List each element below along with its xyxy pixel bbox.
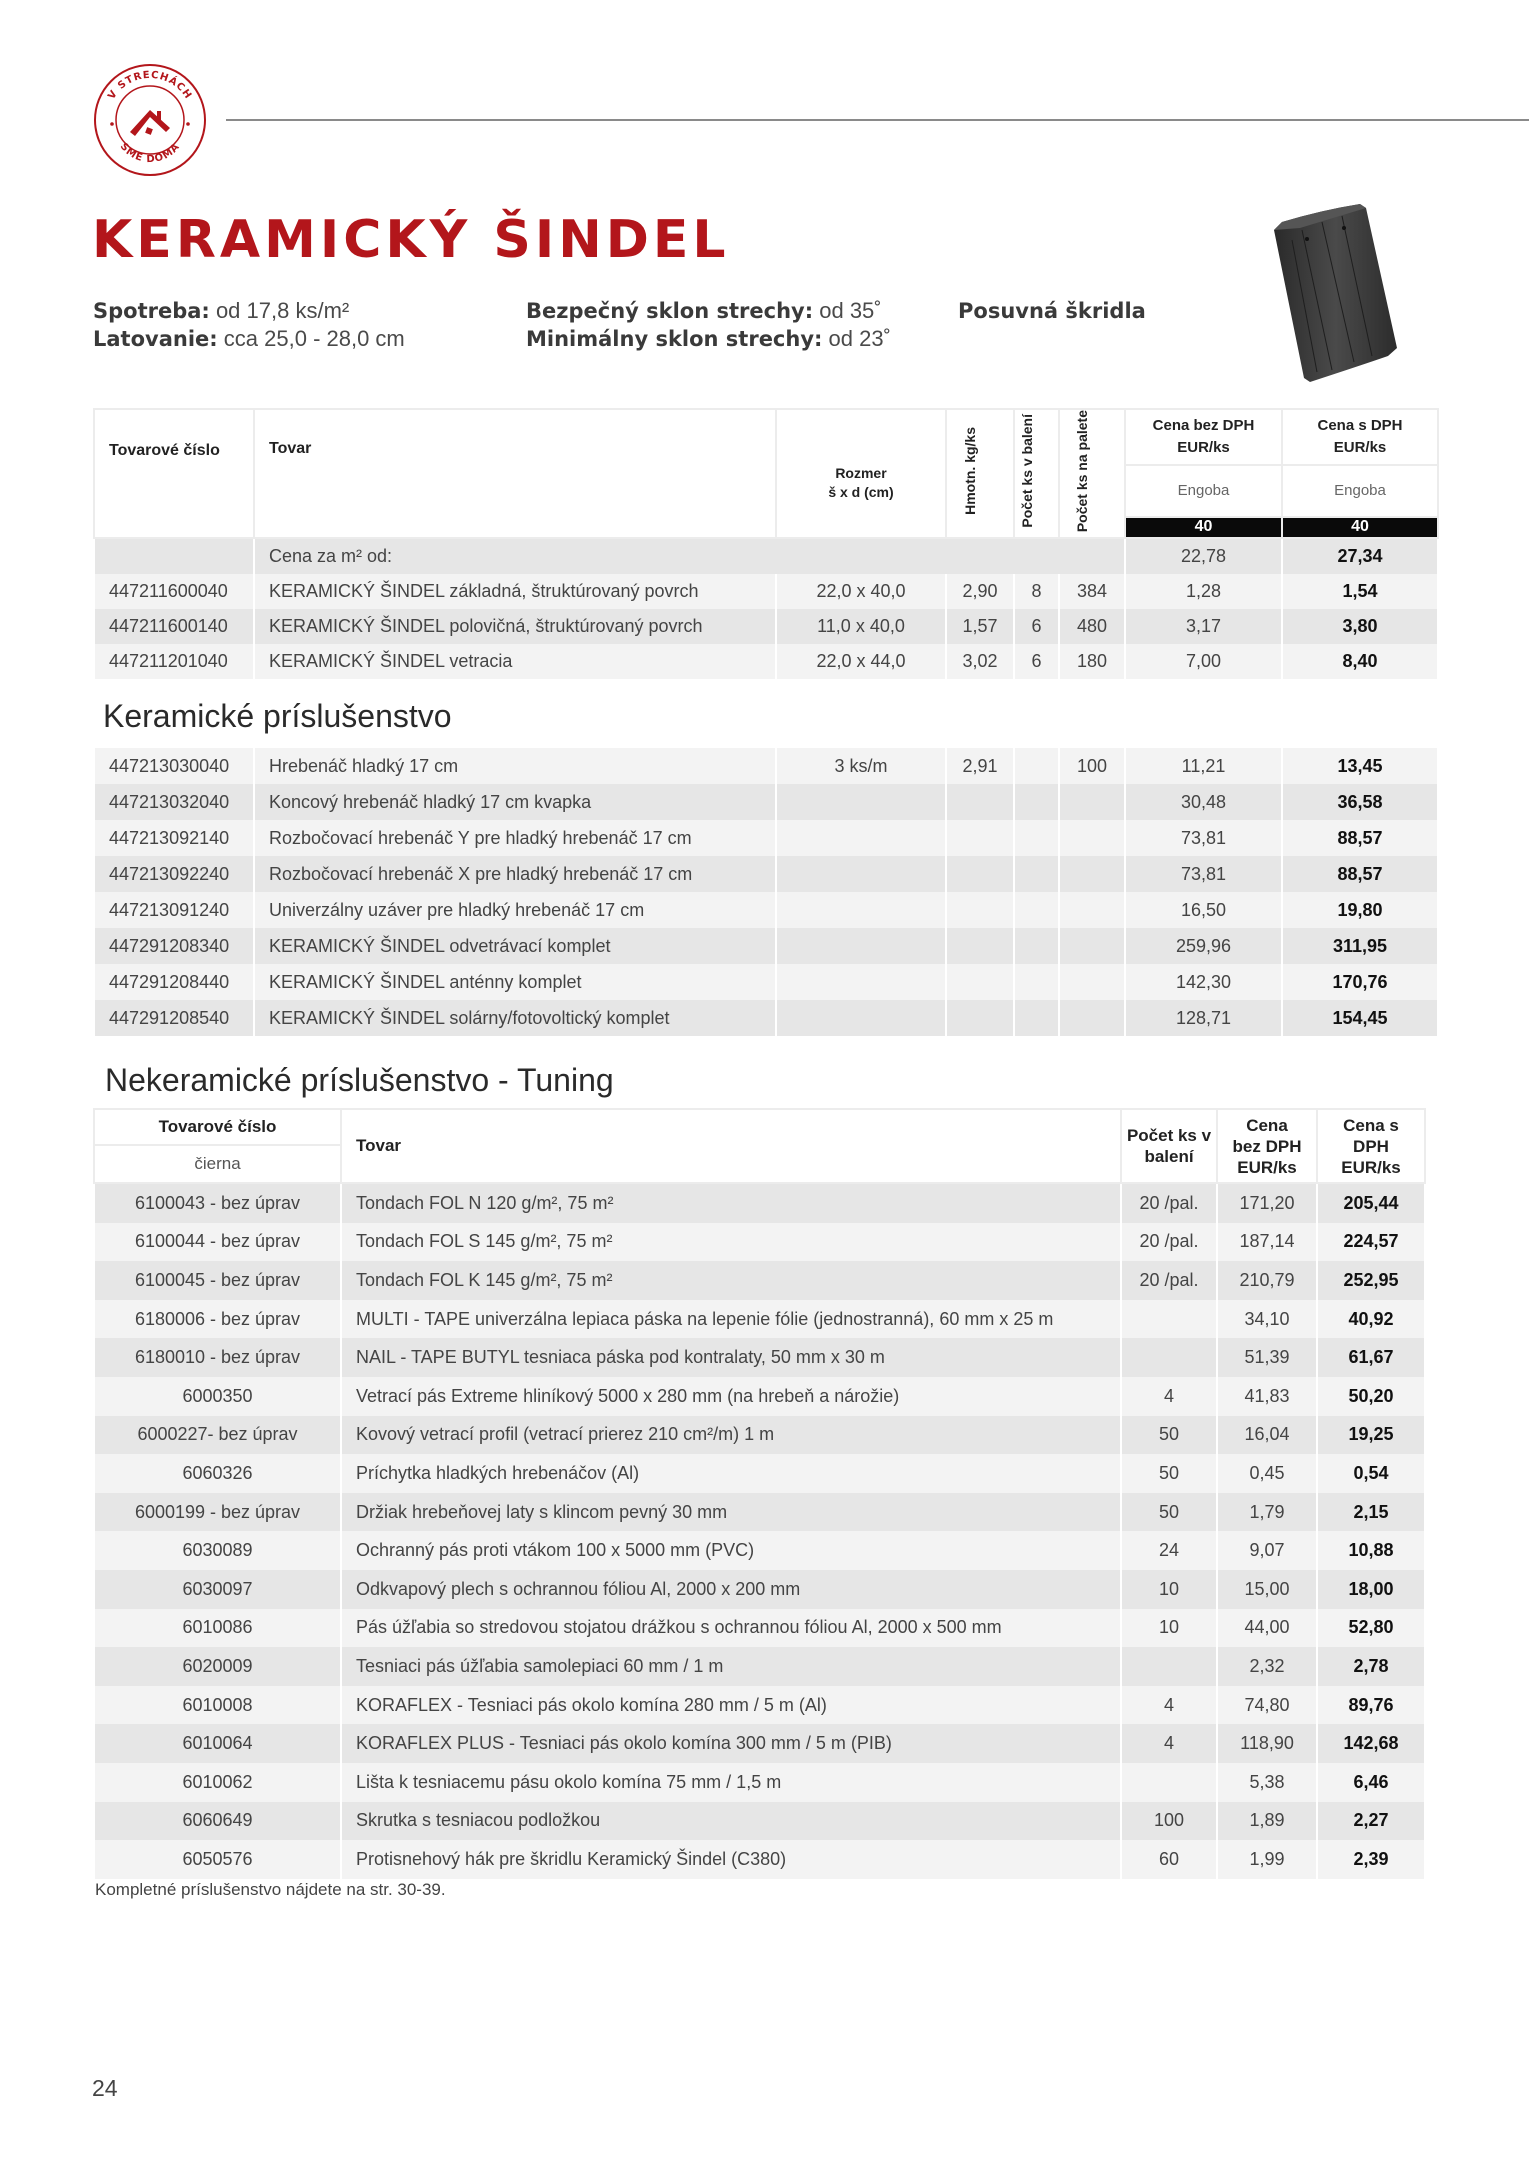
pack-cell: [1121, 1338, 1217, 1377]
code-cell: 6010062: [94, 1763, 341, 1802]
finish-label: Engoba: [1125, 465, 1282, 517]
name-cell: Tondach FOL S 145 g/m², 75 m²: [341, 1223, 1121, 1262]
table-row: [94, 1609, 1425, 1648]
price-no-vat-cell: 171,20: [1217, 1183, 1317, 1223]
size-cell: [776, 784, 946, 820]
code-cell: 6010086: [94, 1609, 341, 1648]
code-cell: 6010008: [94, 1686, 341, 1725]
name-cell: KERAMICKÝ ŠINDEL solárny/fotovoltický komplet: [254, 1000, 776, 1036]
pack-cell: [1014, 964, 1059, 1000]
price-vat-cell: 8,40: [1282, 644, 1438, 679]
name-cell: KERAMICKÝ ŠINDEL anténny komplet: [254, 964, 776, 1000]
weight-cell: [946, 964, 1014, 1000]
price-no-vat-cell: 16,50: [1125, 892, 1282, 928]
price-no-vat: 22,78: [1125, 538, 1282, 574]
spec-latovanie: [93, 325, 405, 353]
price-no-vat-cell: 41,83: [1217, 1377, 1317, 1416]
name-cell: Pás úžľabia so stredovou stojatou drážkou s ochrannou fóliou Al, 2000 x 500 mm: [341, 1609, 1121, 1648]
col-header-size-unit: š x d (cm): [828, 483, 894, 500]
price-vat-cell: 10,88: [1317, 1531, 1425, 1570]
pack-cell: 100: [1121, 1802, 1217, 1841]
price-vat-cell: 154,45: [1282, 1000, 1438, 1036]
price-vat-cell: 2,27: [1317, 1802, 1425, 1841]
house-icon: [130, 110, 170, 136]
logo-bottom-text: SME DOMA: [117, 141, 183, 166]
name-cell: KERAMICKÝ ŠINDEL základná, štruktúrovaný povrch: [254, 574, 776, 609]
price-vat-cell: 18,00: [1317, 1570, 1425, 1609]
table-row: [94, 856, 1438, 892]
table-row: [94, 964, 1438, 1000]
table-row: [94, 784, 1438, 820]
col-header-name: Tovar: [254, 409, 776, 538]
name-cell: Univerzálny uzáver pre hladký hrebenáč 17 cm: [254, 892, 776, 928]
code-cell: 6100045 - bez úprav: [94, 1261, 341, 1300]
table-row: [94, 644, 1438, 679]
pack-cell: 20 /pal.: [1121, 1223, 1217, 1262]
price-no-vat-cell: 16,04: [1217, 1416, 1317, 1455]
weight-cell: [946, 820, 1014, 856]
code-cell: 6000227- bez úprav: [94, 1416, 341, 1455]
code-cell: 6030097: [94, 1570, 341, 1609]
code-cell: 447291208340: [94, 928, 254, 964]
pallet-cell: [1059, 1000, 1125, 1036]
name-cell: MULTI - TAPE univerzálna lepiaca páska na lepenie fólie (jednostranná), 60 mm x 25 m: [341, 1300, 1121, 1339]
price-no-vat-cell: 11,21: [1125, 748, 1282, 784]
price-vat-cell: 13,45: [1282, 748, 1438, 784]
table-row: [94, 1570, 1425, 1609]
table-row: [94, 1338, 1425, 1377]
pack-cell: [1014, 748, 1059, 784]
table-row: [94, 1493, 1425, 1532]
pallet-cell: 180: [1059, 644, 1125, 679]
header-divider: [226, 119, 1529, 121]
table-row: [94, 892, 1438, 928]
table-row: [94, 928, 1438, 964]
price-no-vat-cell: 51,39: [1217, 1338, 1317, 1377]
color-code-badge: 40: [1282, 517, 1438, 539]
pack-cell: [1014, 820, 1059, 856]
spec-bezpecny-sklon: [526, 297, 882, 325]
price-vat-cell: 311,95: [1282, 928, 1438, 964]
pack-cell: [1014, 784, 1059, 820]
col-header-name: Tovar: [341, 1109, 1121, 1183]
col-header-pallet: [1059, 409, 1125, 538]
price-vat-cell: 50,20: [1317, 1377, 1425, 1416]
price-no-vat-cell: 7,00: [1125, 644, 1282, 679]
spec-value: od 23˚: [822, 326, 891, 351]
price-vat-cell: 2,15: [1317, 1493, 1425, 1532]
col-header-price-no-vat: Cena bez DPH EUR/ks: [1125, 409, 1282, 465]
col-header-pallet-label: Počet ks na palete: [1074, 410, 1090, 533]
pallet-cell: 480: [1059, 609, 1125, 644]
spec-minimalny-sklon: [526, 325, 891, 353]
name-cell: Tesniaci pás úžľabia samolepiaci 60 mm / 1 m: [341, 1647, 1121, 1686]
section-title-ceramic-accessories: Keramické príslušenstvo: [103, 698, 452, 734]
col-header-size: [776, 409, 946, 538]
code-cell: 447213030040: [94, 748, 254, 784]
size-cell: [776, 1000, 946, 1036]
price-vat-cell: 224,57: [1317, 1223, 1425, 1262]
pack-cell: 6: [1014, 644, 1059, 679]
price-no-vat-cell: 1,28: [1125, 574, 1282, 609]
code-cell: 447213091240: [94, 892, 254, 928]
price-no-vat-cell: 1,99: [1217, 1840, 1317, 1879]
non-ceramic-accessories-table: [93, 1108, 1426, 1879]
size-cell: [776, 892, 946, 928]
name-cell: KERAMICKÝ ŠINDEL vetracia: [254, 644, 776, 679]
color-code-badge: 40: [1125, 517, 1282, 539]
size-cell: [776, 856, 946, 892]
table-row: [94, 609, 1438, 644]
col-header-code-color: čierna: [94, 1145, 341, 1183]
empty-cell: [94, 538, 254, 574]
name-cell: Tondach FOL K 145 g/m², 75 m²: [341, 1261, 1121, 1300]
pack-cell: 8: [1014, 574, 1059, 609]
code-cell: 6100043 - bez úprav: [94, 1183, 341, 1223]
table-row: [94, 748, 1438, 784]
price-no-vat-cell: 15,00: [1217, 1570, 1317, 1609]
pack-cell: [1014, 1000, 1059, 1036]
pack-cell: 10: [1121, 1609, 1217, 1648]
spec-label: Spotreba:: [93, 299, 210, 323]
name-cell: Ochranný pás proti vtákom 100 x 5000 mm (PVC): [341, 1531, 1121, 1570]
code-cell: 6100044 - bez úprav: [94, 1223, 341, 1262]
price-vat-cell: 61,67: [1317, 1338, 1425, 1377]
table-row: [94, 1377, 1425, 1416]
size-cell: 3 ks/m: [776, 748, 946, 784]
name-cell: Tondach FOL N 120 g/m², 75 m²: [341, 1183, 1121, 1223]
size-cell: 22,0 x 40,0: [776, 574, 946, 609]
pack-cell: 6: [1014, 609, 1059, 644]
code-cell: 447213032040: [94, 784, 254, 820]
name-cell: KERAMICKÝ ŠINDEL odvetrávací komplet: [254, 928, 776, 964]
table-row: [94, 1686, 1425, 1725]
price-no-vat-cell: 3,17: [1125, 609, 1282, 644]
code-cell: 447213092140: [94, 820, 254, 856]
name-cell: Držiak hrebeňovej laty s klincom pevný 30 mm: [341, 1493, 1121, 1532]
price-no-vat-cell: 1,79: [1217, 1493, 1317, 1532]
price-no-vat-cell: 73,81: [1125, 820, 1282, 856]
price-vat-cell: 89,76: [1317, 1686, 1425, 1725]
pallet-cell: 100: [1059, 748, 1125, 784]
price-vat-cell: 252,95: [1317, 1261, 1425, 1300]
weight-cell: [946, 1000, 1014, 1036]
price-vat-cell: 2,39: [1317, 1840, 1425, 1879]
pack-cell: 4: [1121, 1377, 1217, 1416]
name-cell: NAIL - TAPE BUTYL tesniaca páska pod kontralaty, 50 mm x 30 m: [341, 1338, 1121, 1377]
pack-cell: 50: [1121, 1454, 1217, 1493]
spec-type: [958, 297, 1146, 325]
pack-cell: 4: [1121, 1724, 1217, 1763]
footnote: Kompletné príslušenstvo nájdete na str. 30-39.: [95, 1880, 446, 1899]
price-vat-cell: 170,76: [1282, 964, 1438, 1000]
weight-cell: [946, 928, 1014, 964]
table-row: [94, 1724, 1425, 1763]
table-row: [94, 1763, 1425, 1802]
table-row: [94, 1802, 1425, 1841]
finish-label: Engoba: [1282, 465, 1438, 517]
weight-cell: 3,02: [946, 644, 1014, 679]
price-no-vat-cell: 1,89: [1217, 1802, 1317, 1841]
brand-logo: [92, 62, 208, 178]
code-cell: 6180006 - bez úprav: [94, 1300, 341, 1339]
pack-cell: 50: [1121, 1416, 1217, 1455]
spec-label: Bezpečný sklon strechy:: [526, 299, 814, 323]
price-vat-cell: 142,68: [1317, 1724, 1425, 1763]
spec-value: od 35˚: [813, 298, 882, 323]
price-no-vat-cell: 2,32: [1217, 1647, 1317, 1686]
price-vat-cell: 1,54: [1282, 574, 1438, 609]
price-no-vat-cell: 259,96: [1125, 928, 1282, 964]
price-vat-cell: 0,54: [1317, 1454, 1425, 1493]
name-cell: Kovový vetrací profil (vetrací prierez 210 cm²/m) 1 m: [341, 1416, 1121, 1455]
pack-cell: 20 /pal.: [1121, 1183, 1217, 1223]
col-header-code: Tovarové číslo: [94, 1109, 341, 1145]
name-cell: KORAFLEX - Tesniaci pás okolo komína 280 mm / 5 m (Al): [341, 1686, 1121, 1725]
price-per-m2-row: [94, 538, 1438, 574]
weight-cell: 2,91: [946, 748, 1014, 784]
price-vat-cell: 36,58: [1282, 784, 1438, 820]
name-cell: Koncový hrebenáč hladký 17 cm kvapka: [254, 784, 776, 820]
price-vat: 27,34: [1282, 538, 1438, 574]
name-cell: Odkvapový plech s ochrannou fóliou Al, 2000 x 200 mm: [341, 1570, 1121, 1609]
weight-cell: 2,90: [946, 574, 1014, 609]
code-cell: 447291208540: [94, 1000, 254, 1036]
pack-cell: 20 /pal.: [1121, 1261, 1217, 1300]
pallet-cell: [1059, 784, 1125, 820]
pack-cell: 24: [1121, 1531, 1217, 1570]
code-cell: 447211600140: [94, 609, 254, 644]
name-cell: Protisnehový hák pre škridlu Keramický Šindel (C380): [341, 1840, 1121, 1879]
price-per-m2-label: Cena za m² od:: [254, 538, 1125, 574]
pack-cell: 50: [1121, 1493, 1217, 1532]
table-row: [94, 1531, 1425, 1570]
name-cell: Rozbočovací hrebenáč Y pre hladký hrebenáč 17 cm: [254, 820, 776, 856]
svg-text:SME DOMA: [118, 141, 182, 165]
name-cell: Lišta k tesniacemu pásu okolo komína 75 mm / 1,5 m: [341, 1763, 1121, 1802]
size-cell: 11,0 x 40,0: [776, 609, 946, 644]
price-vat-cell: 205,44: [1317, 1183, 1425, 1223]
price-no-vat-cell: 9,07: [1217, 1531, 1317, 1570]
spec-type-label: Posuvná škridla: [958, 299, 1146, 323]
spec-spotreba: [93, 297, 349, 325]
size-cell: [776, 928, 946, 964]
table-row: [94, 1647, 1425, 1686]
pallet-cell: [1059, 856, 1125, 892]
pack-cell: 4: [1121, 1686, 1217, 1725]
price-no-vat-cell: 142,30: [1125, 964, 1282, 1000]
col-header-code: Tovarové číslo: [94, 409, 254, 538]
table-row: [94, 1454, 1425, 1493]
name-cell: Rozbočovací hrebenáč X pre hladký hrebenáč 17 cm: [254, 856, 776, 892]
table-row: [94, 1261, 1425, 1300]
code-cell: 6180010 - bez úprav: [94, 1338, 341, 1377]
table-row: [94, 820, 1438, 856]
weight-cell: [946, 856, 1014, 892]
product-image-tile: [1262, 200, 1412, 385]
price-no-vat-cell: 74,80: [1217, 1686, 1317, 1725]
spec-value: od 17,8 ks/m²: [209, 298, 350, 323]
col-header-pack-label: Počet ks v balení: [1018, 414, 1035, 528]
code-cell: 447211201040: [94, 644, 254, 679]
main-product-table: [93, 408, 1439, 679]
pack-cell: [1121, 1647, 1217, 1686]
name-cell: Hrebenáč hladký 17 cm: [254, 748, 776, 784]
price-no-vat-cell: 118,90: [1217, 1724, 1317, 1763]
price-vat-cell: 19,80: [1282, 892, 1438, 928]
price-no-vat-cell: 73,81: [1125, 856, 1282, 892]
spec-label: Minimálny sklon strechy:: [526, 327, 823, 351]
table-row: [94, 1300, 1425, 1339]
name-cell: Vetrací pás Extreme hliníkový 5000 x 280 mm (na hrebeň a nárožie): [341, 1377, 1121, 1416]
price-vat-cell: 88,57: [1282, 820, 1438, 856]
code-cell: 447291208440: [94, 964, 254, 1000]
price-vat-cell: 6,46: [1317, 1763, 1425, 1802]
pack-cell: [1014, 892, 1059, 928]
col-header-price-vat: Cena s DPH EUR/ks: [1282, 409, 1438, 465]
code-cell: 6060649: [94, 1802, 341, 1841]
pack-cell: [1121, 1763, 1217, 1802]
table-row: [94, 1840, 1425, 1879]
page-number: 24: [92, 2075, 118, 2101]
weight-cell: 1,57: [946, 609, 1014, 644]
table-row: [94, 1416, 1425, 1455]
col-header-price-vat: Cena s DPH EUR/ks: [1317, 1109, 1425, 1183]
price-vat-cell: 3,80: [1282, 609, 1438, 644]
size-cell: [776, 820, 946, 856]
pack-cell: [1014, 856, 1059, 892]
table-row: [94, 574, 1438, 609]
price-no-vat-cell: 128,71: [1125, 1000, 1282, 1036]
size-cell: 22,0 x 44,0: [776, 644, 946, 679]
spec-label: Latovanie:: [93, 327, 218, 351]
code-cell: 6010064: [94, 1724, 341, 1763]
weight-cell: [946, 784, 1014, 820]
col-header-weight-label: Hmotn. kg/ks: [962, 427, 978, 516]
code-cell: 6020009: [94, 1647, 341, 1686]
code-cell: 6030089: [94, 1531, 341, 1570]
price-no-vat-cell: 187,14: [1217, 1223, 1317, 1262]
col-header-weight: [946, 409, 1014, 538]
pallet-cell: [1059, 892, 1125, 928]
name-cell: KERAMICKÝ ŠINDEL polovičná, štruktúrovaný povrch: [254, 609, 776, 644]
code-cell: 6000199 - bez úprav: [94, 1493, 341, 1532]
name-cell: KORAFLEX PLUS - Tesniaci pás okolo komína 300 mm / 5 m (PIB): [341, 1724, 1121, 1763]
pack-cell: [1121, 1300, 1217, 1339]
col-header-pack: Počet ks v balení: [1121, 1109, 1217, 1183]
spec-value: cca 25,0 - 28,0 cm: [217, 326, 405, 351]
pack-cell: [1014, 928, 1059, 964]
pack-cell: 10: [1121, 1570, 1217, 1609]
size-cell: [776, 964, 946, 1000]
code-cell: 6050576: [94, 1840, 341, 1879]
pallet-cell: 384: [1059, 574, 1125, 609]
pallet-cell: [1059, 928, 1125, 964]
name-cell: Príchytka hladkých hrebenáčov (Al): [341, 1454, 1121, 1493]
pallet-cell: [1059, 964, 1125, 1000]
ceramic-accessories-table: [93, 748, 1439, 1036]
page-title: KERAMICKÝ ŠINDEL: [92, 210, 730, 270]
price-no-vat-cell: 34,10: [1217, 1300, 1317, 1339]
table-row: [94, 1183, 1425, 1223]
price-no-vat-cell: 30,48: [1125, 784, 1282, 820]
code-cell: 447213092240: [94, 856, 254, 892]
table-row: [94, 1223, 1425, 1262]
col-header-size-label: Rozmer: [835, 464, 887, 481]
price-no-vat-cell: 5,38: [1217, 1763, 1317, 1802]
pallet-cell: [1059, 820, 1125, 856]
col-header-price-no-vat: Cena bez DPH EUR/ks: [1217, 1109, 1317, 1183]
price-vat-cell: 2,78: [1317, 1647, 1425, 1686]
price-vat-cell: 19,25: [1317, 1416, 1425, 1455]
col-header-pack: [1014, 409, 1059, 538]
price-no-vat-cell: 0,45: [1217, 1454, 1317, 1493]
price-no-vat-cell: 210,79: [1217, 1261, 1317, 1300]
code-cell: 447211600040: [94, 574, 254, 609]
price-vat-cell: 52,80: [1317, 1609, 1425, 1648]
section-title-non-ceramic-accessories: Nekeramické príslušenstvo - Tuning: [105, 1062, 614, 1098]
pack-cell: 60: [1121, 1840, 1217, 1879]
table-row: [94, 1000, 1438, 1036]
code-cell: 6060326: [94, 1454, 341, 1493]
code-cell: 6000350: [94, 1377, 341, 1416]
price-vat-cell: 88,57: [1282, 856, 1438, 892]
logo-top-text: V STRECHÁCH: [106, 69, 194, 102]
price-vat-cell: 40,92: [1317, 1300, 1425, 1339]
price-no-vat-cell: 44,00: [1217, 1609, 1317, 1648]
weight-cell: [946, 892, 1014, 928]
name-cell: Skrutka s tesniacou podložkou: [341, 1802, 1121, 1841]
